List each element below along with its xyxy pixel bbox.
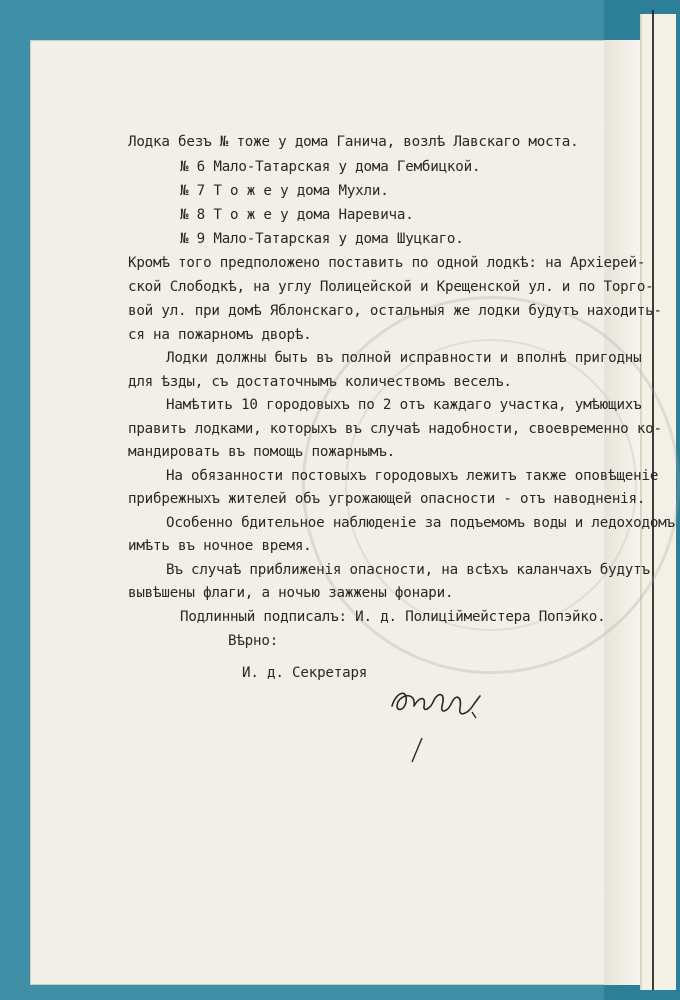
text-line: На обязанности постовыхъ городовыхъ лежитъ также оповѣщенiе: [166, 468, 659, 484]
secretary-line: И. д. Секретаря: [242, 665, 368, 681]
text-line: ся на пожарномъ дворѣ.: [128, 327, 312, 343]
handwritten-signature: [388, 682, 488, 722]
text-line: Лодки должны быть въ полной исправности и вполнѣ пригодны: [166, 350, 642, 366]
text-line: вой ул. при домѣ Яблонскаго, остальныя же лодки будутъ находить-: [128, 303, 662, 319]
text-line: ской Слободкѣ, на углу Полицейской и Крещенской ул. и по Торго-: [128, 279, 654, 295]
text-line: № 6 Мало-Татарская у дома Гембицкой.: [180, 159, 481, 175]
text-line: прибрежныхъ жителей объ угрожающей опасности - отъ наводненiя.: [128, 491, 646, 507]
certified-label: Вѣрно:: [228, 633, 279, 649]
signature-alt-text: [388, 682, 401, 683]
signed-by-line: Подлинный подписалъ: И. д. Полицiймейстера Попэйко.: [180, 609, 606, 625]
pen-mark: [408, 736, 428, 766]
text-line: вывѣшены флаги, а ночью зажжены фонари.: [128, 585, 454, 601]
text-line: править лодками, которыхъ въ случаѣ надобности, своевременно ко-: [128, 421, 662, 437]
text-line: Намѣтить 10 городовыхъ по 2 отъ каждаго участка, умѣющихъ: [166, 397, 642, 413]
text-line: Особенно бдительное наблюденiе за подъемомъ воды и ледоходомъ: [166, 515, 675, 531]
text-line: Кромѣ того предположено поставить по одной лодкѣ: на Архiерей-: [128, 255, 646, 271]
text-line: Въ случаѣ приближенiя опасности, на всѣхъ каланчахъ будутъ: [166, 562, 650, 578]
text-line: мандировать въ помощь пожарнымъ.: [128, 444, 395, 460]
text-line: имѣть въ ночное время.: [128, 538, 312, 554]
text-line: № 9 Мало-Татарская у дома Шуцкаго.: [180, 231, 464, 247]
text-line: № 7 Т о ж е у дома Мухли.: [180, 183, 389, 199]
text-line: Лодка безъ № тоже у дома Ганича, возлѣ Лавскаго моста.: [128, 134, 579, 150]
text-line: № 8 Т о ж е у дома Наревича.: [180, 207, 414, 223]
text-line: для ѣзды, съ достаточнымъ количествомъ веселъ.: [128, 374, 512, 390]
